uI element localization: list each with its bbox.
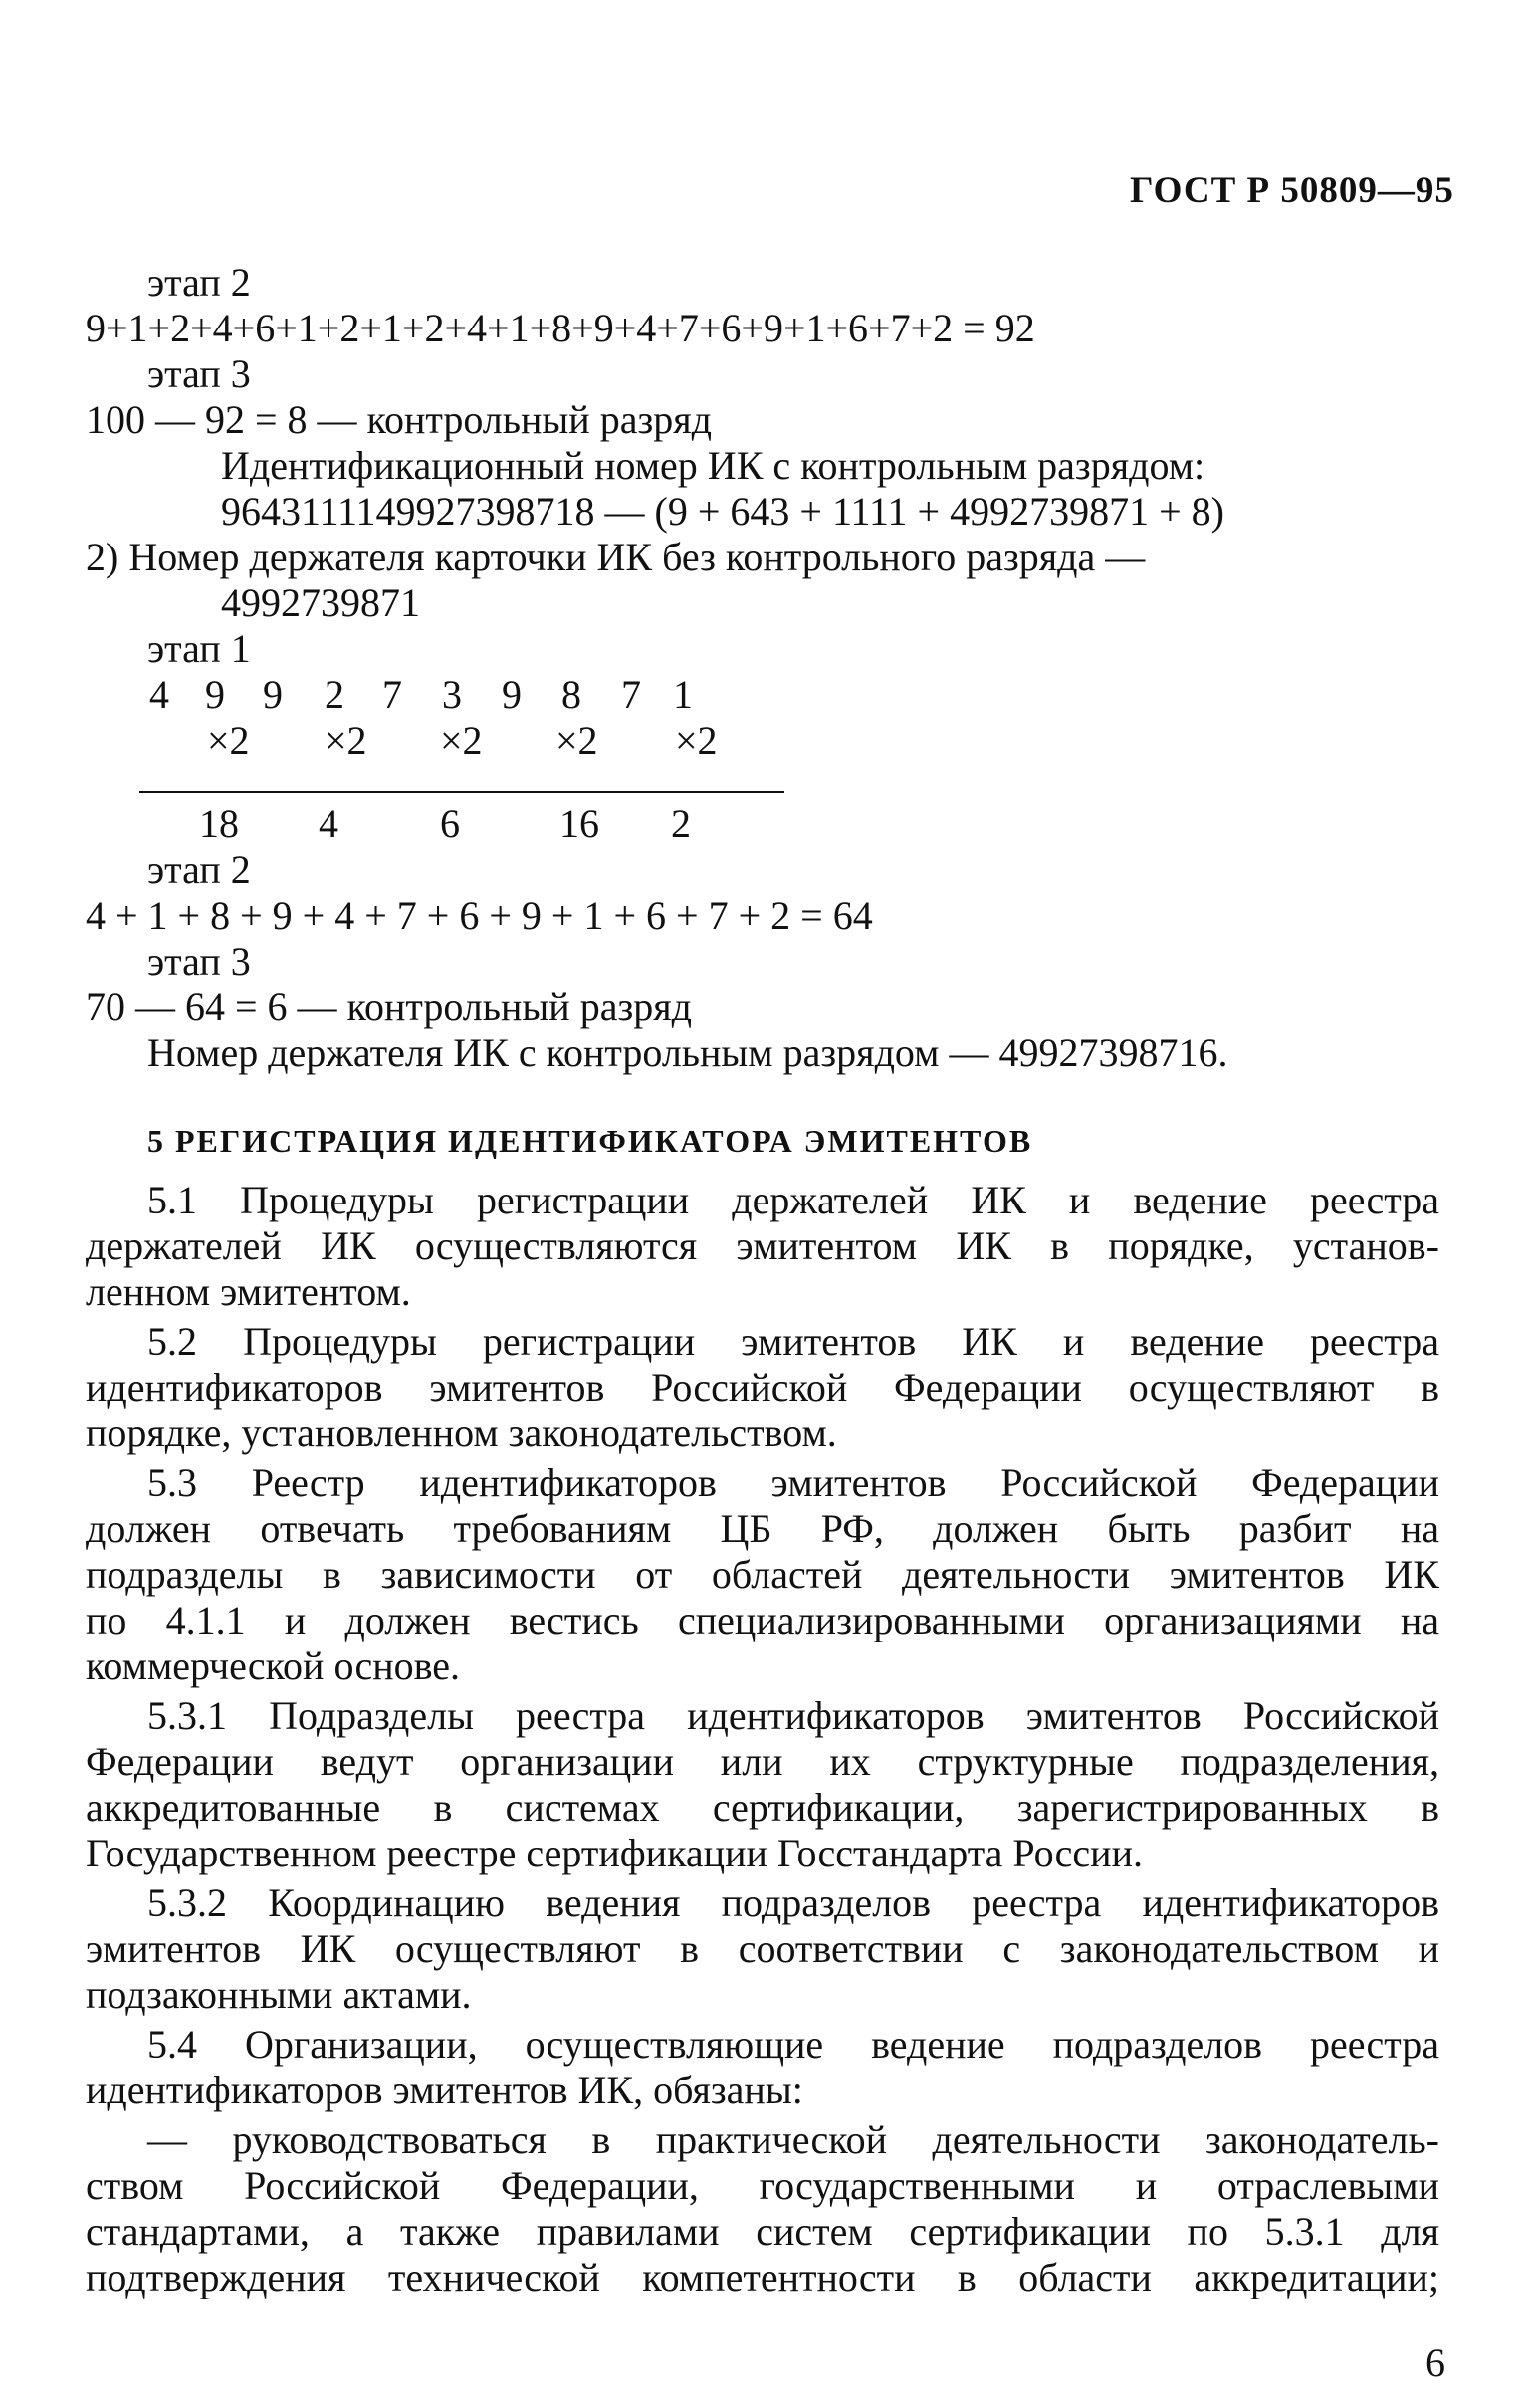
paragraph-line: 5.3 Реестр идентификаторов эмитентов Российской Федерации	[147, 1460, 1439, 1505]
page-number: 6	[1425, 2340, 1445, 2385]
paragraph-line: по 4.1.1 и должен вестись специализированными организациями на	[86, 1598, 1439, 1642]
sum-rule	[139, 791, 784, 793]
digit: 3	[442, 672, 462, 717]
paragraph-line: 5.1 Процедуры регистрации держателей ИК и ведение реестра	[147, 1178, 1439, 1222]
digit: 9	[502, 672, 522, 717]
paragraph-line: эмитентов ИК осуществляют в соответствии с законодательством и	[86, 1926, 1439, 1971]
stage-sum: 9+1+2+4+6+1+2+1+2+4+1+8+9+4+7+6+9+1+6+7+2 = 92	[86, 306, 1035, 350]
paragraph-line: 5.2 Процедуры регистрации эмитентов ИК и ведение реестра	[147, 1319, 1439, 1364]
product: 16	[559, 801, 599, 846]
stage-label: этап 2	[147, 260, 251, 305]
result-value: 9643111149927398718 — (9 + 643 + 1111 + 4992739871 + 8)	[221, 489, 1224, 534]
section-title: 5 РЕГИСТРАЦИЯ ИДЕНТИФИКАТОРА ЭМИТЕНТОВ	[147, 1123, 1033, 1159]
holder-number: 4992739871	[221, 580, 420, 625]
digit: 2	[325, 672, 344, 717]
stage-label: этап 3	[147, 351, 251, 396]
paragraph-line: коммерческой основе.	[86, 1643, 461, 1688]
product: 2	[671, 801, 691, 846]
bullet-line: подтверждения технической компетентности в области аккредитации;	[86, 2255, 1439, 2299]
digit: 8	[561, 672, 581, 717]
product: 6	[440, 801, 460, 846]
stage-label: этап 3	[147, 939, 251, 984]
result-intro: Идентификационный номер ИК с контрольным разрядом:	[221, 443, 1205, 488]
multiplier: ×2	[555, 718, 598, 763]
paragraph-line: Федерации ведут организации или их структурные подразделения,	[86, 1739, 1439, 1784]
stage-label: этап 1	[147, 626, 251, 671]
multiplier-row	[0, 719, 1533, 763]
product: 4	[319, 801, 338, 846]
stage-calc: 100 — 92 = 8 — контрольный разряд	[86, 397, 713, 442]
bullet-line: ством Российской Федерации, государственными и отраслевыми	[86, 2163, 1439, 2208]
paragraph-line: 5.3.1 Подразделы реестра идентификаторов эмитентов Российской	[147, 1693, 1439, 1738]
multiplier: ×2	[207, 718, 250, 763]
paragraph-line: 5.4 Организации, осуществляющие ведение подразделов реестра	[147, 2022, 1439, 2067]
paragraph-line: аккредитованные в системах сертификации, зарегистрированных в	[86, 1785, 1439, 1830]
bullet-line: — руководствоваться в практической деятельности законодатель-	[147, 2117, 1439, 2162]
paragraph-line: должен отвечать требованиям ЦБ РФ, должен быть разбит на	[86, 1506, 1439, 1551]
paragraph-line: 5.3.2 Координацию ведения подразделов реестра идентификаторов	[147, 1880, 1439, 1925]
stage-calc: 70 — 64 = 6 — контрольный разряд	[86, 985, 693, 1029]
product: 18	[199, 801, 239, 846]
paragraph-line: идентификаторов эмитентов ИК, обязаны:	[86, 2068, 803, 2112]
digit: 9	[205, 672, 225, 717]
paragraph-line: идентификаторов эмитентов Российской Федерации осуществляют в	[86, 1365, 1439, 1410]
paragraph-line: порядке, установленном законодательством.	[86, 1411, 837, 1455]
digit: 7	[621, 672, 641, 717]
digit: 9	[263, 672, 283, 717]
digit: 1	[673, 672, 693, 717]
result-line: Номер держателя ИК с контрольным разрядом — 49927398716.	[147, 1030, 1228, 1075]
digit: 7	[382, 672, 402, 717]
multiplier: ×2	[675, 718, 718, 763]
paragraph-line: подзаконными актами.	[86, 1972, 472, 2017]
paragraph-line: подразделы в зависимости от областей деятельности эмитентов ИК	[86, 1552, 1439, 1597]
paragraph-line: Государственном реестре сертификации Госстандарта России.	[86, 1831, 1143, 1875]
example-title: 2) Номер держателя карточки ИК без контрольного разряда —	[86, 535, 1146, 579]
stage-sum: 4 + 1 + 8 + 9 + 4 + 7 + 6 + 9 + 1 + 6 + 7 + 2 = 64	[86, 893, 873, 938]
multiplier: ×2	[440, 718, 483, 763]
product-row	[0, 802, 1533, 846]
digit: 4	[149, 672, 169, 717]
multiplier: ×2	[325, 718, 367, 763]
bullet-line: стандартами, а также правилами систем сертификации по 5.3.1 для	[86, 2209, 1439, 2254]
document-id: ГОСТ Р 50809—95	[1130, 170, 1454, 211]
stage-label: этап 2	[147, 847, 251, 892]
paragraph-line: держателей ИК осуществляются эмитентом ИК в порядке, установ-	[86, 1223, 1439, 1268]
digit-row	[0, 673, 1533, 717]
paragraph-line: ленном эмитентом.	[86, 1269, 411, 1314]
